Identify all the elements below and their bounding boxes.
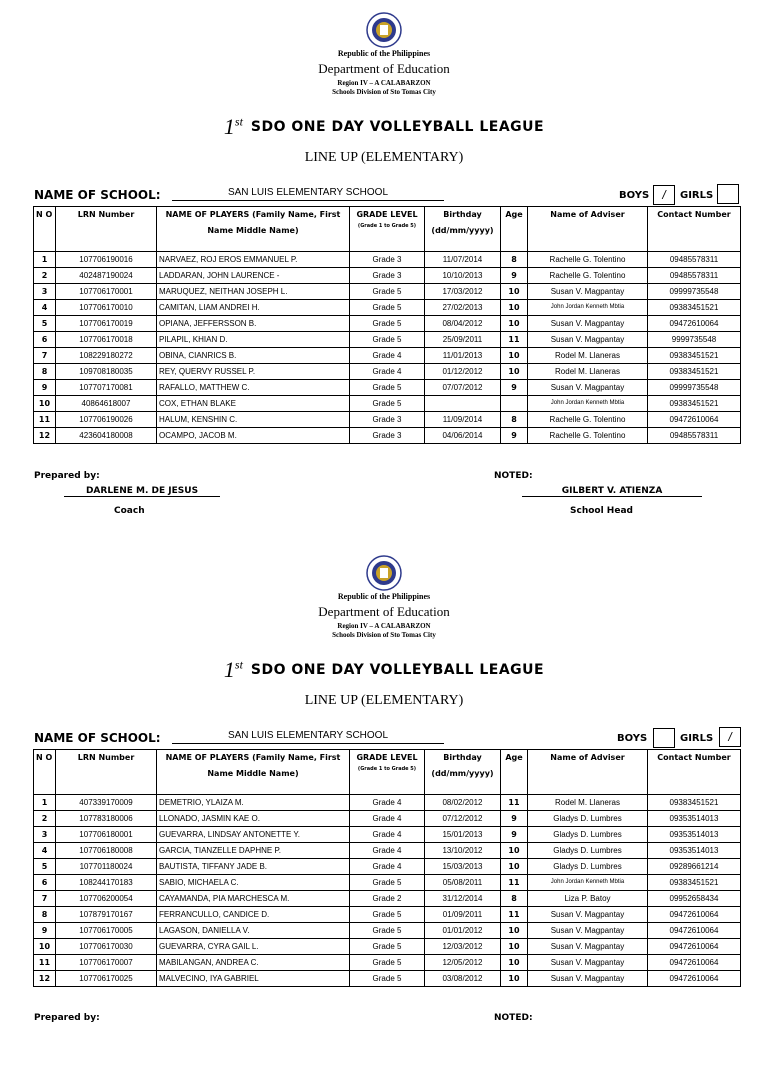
table-cell: 5 [34,316,56,332]
division-line: Schools Division of Sto Tomas City [332,631,436,639]
table-cell: MARUQUEZ, NEITHAN JOSEPH L. [157,284,350,300]
table-cell: Grade 4 [350,348,425,364]
table-cell: FERRANCULLO, CANDICE D. [157,907,350,923]
table-cell: 10 [501,923,528,939]
table-cell: 07/07/2012 [425,380,501,396]
table-cell: Susan V. Magpantay [528,923,648,939]
table-cell: 09472610064 [648,939,741,955]
table-cell: 107706170007 [56,955,157,971]
table-cell: 09383451521 [648,300,741,316]
table-cell: 10 [501,859,528,875]
table-cell: 09485578311 [648,252,741,268]
table-cell: 17/03/2012 [425,284,501,300]
table-cell: Grade 5 [350,316,425,332]
table-cell: Grade 5 [350,923,425,939]
prepared-name: DARLENE M. DE JESUS [64,486,220,497]
table-cell: 9999735548 [648,332,741,348]
table-cell: 107879170167 [56,907,157,923]
table-cell: 423604180008 [56,428,157,444]
league-title: 1st SDO ONE DAY VOLLEYBALL LEAGUE [223,657,545,682]
table-cell: 31/12/2014 [425,891,501,907]
table-cell: 09383451521 [648,348,741,364]
table-cell: 3 [34,284,56,300]
table-cell: 01/01/2012 [425,923,501,939]
table-cell: 09353514013 [648,827,741,843]
table-cell: 13/10/2012 [425,843,501,859]
table-cell: 09999735548 [648,284,741,300]
table-cell: Gladys D. Lumbres [528,827,648,843]
table-cell: 107706200054 [56,891,157,907]
table-row [34,396,741,412]
table-row [34,875,741,891]
table-cell: 4 [34,843,56,859]
table-row [34,252,741,268]
table-cell: Susan V. Magpantay [528,955,648,971]
noted-label: NOTED: [494,1013,533,1023]
table-cell: 107706170001 [56,284,157,300]
table-cell: 09485578311 [648,428,741,444]
table-cell: 09383451521 [648,364,741,380]
table-row [34,859,741,875]
table-cell: 09472610064 [648,971,741,987]
table-row [34,380,741,396]
table-cell: Grade 5 [350,971,425,987]
deped-seal-icon [366,12,402,48]
table-cell: 12/03/2012 [425,939,501,955]
table-cell: SABIO, MICHAELA C. [157,875,350,891]
col-grade: GRADE LEVEL (Grade 1 to Grade 5) [350,750,425,795]
lineup-form-girls [0,543,768,1086]
noted-role: School Head [570,506,633,516]
table-row [34,332,741,348]
table-row [34,827,741,843]
table-cell: 12 [34,971,56,987]
table-cell: MABILANGAN, ANDREA C. [157,955,350,971]
table-cell: 7 [34,891,56,907]
col-birthday: Birthday (dd/mm/yyyy) [425,207,501,252]
table-cell: 09472610064 [648,923,741,939]
table-cell: 12 [34,428,56,444]
table-cell: 108229180272 [56,348,157,364]
col-players: NAME OF PLAYERS (Family Name, First Name Middle Name) [157,207,350,252]
prepared-role: Coach [114,506,145,516]
boys-checkbox: / [653,185,675,205]
table-cell: 11/07/2014 [425,252,501,268]
table-row [34,923,741,939]
school-label: NAME OF SCHOOL: [34,188,161,202]
table-cell: 09472610064 [648,955,741,971]
table-cell: 9 [501,428,528,444]
table-cell: John Jordan Kenneth Mbtia [528,396,648,412]
region-line: Region IV – A CALABARZON [337,622,431,630]
table-cell: GARCIA, TIANZELLE DAPHNE P. [157,843,350,859]
prepared-label: Prepared by: [34,471,100,481]
table-cell: Rodel M. Llaneras [528,364,648,380]
table-cell: Grade 4 [350,811,425,827]
table-cell [425,396,501,412]
table-cell: 10 [34,396,56,412]
department-line: Department of Education [318,61,450,76]
table-cell: 107706180001 [56,827,157,843]
table-row [34,428,741,444]
table-row [34,268,741,284]
table-row [34,907,741,923]
table-cell: GUEVARRA, LINDSAY ANTONETTE Y. [157,827,350,843]
table-cell: 9 [34,923,56,939]
table-cell: 107706170025 [56,971,157,987]
table-cell: 402487190024 [56,268,157,284]
table-cell: 107706170030 [56,939,157,955]
table-cell: Grade 5 [350,939,425,955]
table-cell: Susan V. Magpantay [528,971,648,987]
table-cell: Susan V. Magpantay [528,380,648,396]
boys-label: BOYS [619,190,650,201]
table-cell: 01/09/2011 [425,907,501,923]
boys-checkbox [653,728,675,748]
table-row [34,412,741,428]
table-cell: 09485578311 [648,268,741,284]
table-cell: OCAMPO, JACOB M. [157,428,350,444]
table-cell: 6 [34,332,56,348]
table-cell: Grade 5 [350,332,425,348]
table-cell: Susan V. Magpantay [528,907,648,923]
table-cell: LLONADO, JASMIN KAE O. [157,811,350,827]
table-cell: 11 [501,907,528,923]
table-cell: 107706170010 [56,300,157,316]
table-cell: 25/09/2011 [425,332,501,348]
table-row [34,955,741,971]
table-cell: 09999735548 [648,380,741,396]
table-cell: 107706190026 [56,412,157,428]
girls-label: GIRLS [680,733,714,744]
col-adviser: Name of Adviser [528,207,648,252]
table-cell: 10/10/2013 [425,268,501,284]
table-cell: Gladys D. Lumbres [528,843,648,859]
table-cell: BAUTISTA, TIFFANY JADE B. [157,859,350,875]
lineup-subtitle: LINE UP (ELEMENTARY) [304,693,464,708]
table-cell: 15/01/2013 [425,827,501,843]
table-cell: 2 [34,268,56,284]
table-cell: Rachelle G. Tolentino [528,252,648,268]
table-cell: Susan V. Magpantay [528,284,648,300]
table-cell: Susan V. Magpantay [528,939,648,955]
table-cell: 107701180024 [56,859,157,875]
lineup-subtitle: LINE UP (ELEMENTARY) [304,150,464,165]
table-cell: 08/02/2012 [425,795,501,811]
table-cell: 11/01/2013 [425,348,501,364]
table-cell: 11 [501,795,528,811]
table-cell: 07/12/2012 [425,811,501,827]
table-cell: 12/05/2012 [425,955,501,971]
table-cell: Grade 3 [350,252,425,268]
col-contact: Contact Number [648,207,741,252]
col-grade: GRADE LEVEL (Grade 1 to Grade 5) [350,207,425,252]
table-row [34,843,741,859]
table-cell: 40864618007 [56,396,157,412]
table-cell: GUEVARRA, CYRA GAIL L. [157,939,350,955]
table-row [34,316,741,332]
col-lrn: LRN Number [56,207,157,252]
col-lrn: LRN Number [56,750,157,795]
table-cell: 11/09/2014 [425,412,501,428]
table-cell: 3 [34,827,56,843]
table-cell: LADDARAN, JOHN LAURENCE - [157,268,350,284]
table-cell: Grade 4 [350,795,425,811]
col-no: N O [34,207,56,252]
table-cell: 10 [501,348,528,364]
table-row [34,939,741,955]
table-cell: 407339170009 [56,795,157,811]
table-cell: 8 [501,891,528,907]
table-cell: 107783180006 [56,811,157,827]
table-cell: 107706170019 [56,316,157,332]
table-cell: Rachelle G. Tolentino [528,412,648,428]
table-cell: 09353514013 [648,811,741,827]
col-age: Age [501,750,528,795]
table-cell: 8 [34,907,56,923]
school-label: NAME OF SCHOOL: [34,731,161,745]
table-cell: Liza P. Batoy [528,891,648,907]
table-cell: 04/06/2014 [425,428,501,444]
table-cell: LAGASON, DANIELLA V. [157,923,350,939]
table-cell: 107706190016 [56,252,157,268]
school-name-field: SAN LUIS ELEMENTARY SCHOOL [172,187,444,201]
table-cell: Grade 5 [350,300,425,316]
table-cell: 08/04/2012 [425,316,501,332]
table-cell: Grade 5 [350,955,425,971]
table-cell: MALVECINO, IYA GABRIEL [157,971,350,987]
table-cell: 11 [34,412,56,428]
table-cell: 9 [501,827,528,843]
roster-table [33,206,741,444]
table-cell: Grade 3 [350,412,425,428]
table-cell: 09353514013 [648,843,741,859]
table-cell: John Jordan Kenneth Mbtia [528,300,648,316]
table-row [34,364,741,380]
table-cell: PILAPIL, KHIAN D. [157,332,350,348]
table-cell: REY, QUERVY RUSSEL P. [157,364,350,380]
table-row [34,811,741,827]
table-cell: 09289661214 [648,859,741,875]
table-cell: 4 [34,300,56,316]
table-cell: 8 [501,252,528,268]
table-cell [501,396,528,412]
table-cell: Grade 5 [350,907,425,923]
table-cell: 6 [34,875,56,891]
table-cell: 10 [501,843,528,859]
table-cell: 8 [501,412,528,428]
table-cell: 11 [501,875,528,891]
table-cell: 09952658434 [648,891,741,907]
table-cell: 107706170005 [56,923,157,939]
table-cell: Grade 5 [350,875,425,891]
table-cell: 109708180035 [56,364,157,380]
girls-checkbox: / [719,727,741,747]
table-cell: 2 [34,811,56,827]
region-line: Region IV – A CALABARZON [337,79,431,87]
republic-line: Republic of the Philippines [337,592,431,601]
table-cell: RAFALLO, MATTHEW C. [157,380,350,396]
table-cell: Rachelle G. Tolentino [528,268,648,284]
table-header-row [34,750,741,795]
table-cell: Grade 3 [350,428,425,444]
table-cell: 27/02/2013 [425,300,501,316]
table-cell: Susan V. Magpantay [528,332,648,348]
table-cell: 5 [34,859,56,875]
table-header-row [34,207,741,252]
table-cell: 107706180008 [56,843,157,859]
table-cell: 7 [34,348,56,364]
division-line: Schools Division of Sto Tomas City [332,88,436,96]
noted-name: GILBERT V. ATIENZA [522,486,702,497]
table-cell: 1 [34,795,56,811]
school-name-field: SAN LUIS ELEMENTARY SCHOOL [172,730,444,744]
table-cell: Rachelle G. Tolentino [528,428,648,444]
table-cell: 8 [34,364,56,380]
table-row [34,300,741,316]
boys-label: BOYS [617,733,648,744]
girls-label: GIRLS [680,190,714,201]
prepared-label: Prepared by: [34,1013,100,1023]
table-row [34,348,741,364]
table-cell: 10 [501,971,528,987]
table-cell: Grade 4 [350,364,425,380]
table-cell: CAYAMANDA, PIA MARCHESCA M. [157,891,350,907]
roster-table [33,749,741,987]
table-cell: 01/12/2012 [425,364,501,380]
table-row [34,284,741,300]
table-cell: 108244170183 [56,875,157,891]
table-cell: Grade 4 [350,843,425,859]
table-cell: 9 [501,380,528,396]
table-cell: 107707170081 [56,380,157,396]
table-cell: 10 [501,316,528,332]
girls-checkbox [717,184,739,204]
table-cell: 09472610064 [648,412,741,428]
table-cell: John Jordan Kenneth Mbtia [528,875,648,891]
table-cell: 10 [501,939,528,955]
table-cell: 10 [501,364,528,380]
table-cell: 03/08/2012 [425,971,501,987]
table-cell: Gladys D. Lumbres [528,859,648,875]
table-cell: 10 [501,955,528,971]
deped-seal-icon [366,555,402,591]
table-cell: 9 [34,380,56,396]
table-cell: OPIANA, JEFFERSSON B. [157,316,350,332]
col-players: NAME OF PLAYERS (Family Name, First Name Middle Name) [157,750,350,795]
table-cell: 9 [501,268,528,284]
table-cell: Grade 3 [350,268,425,284]
table-cell: Grade 4 [350,827,425,843]
table-cell: CAMITAN, LIAM ANDREI H. [157,300,350,316]
col-birthday: Birthday (dd/mm/yyyy) [425,750,501,795]
table-cell: HALUM, KENSHIN C. [157,412,350,428]
table-cell: 09472610064 [648,316,741,332]
table-cell: 1 [34,252,56,268]
table-cell: 107706170018 [56,332,157,348]
table-cell: 05/08/2011 [425,875,501,891]
department-line: Department of Education [318,604,450,619]
table-cell: 9 [501,811,528,827]
col-age: Age [501,207,528,252]
col-contact: Contact Number [648,750,741,795]
table-cell: Grade 5 [350,380,425,396]
table-row [34,891,741,907]
table-cell: COX, ETHAN BLAKE [157,396,350,412]
col-adviser: Name of Adviser [528,750,648,795]
table-cell: 15/03/2013 [425,859,501,875]
table-cell: Grade 2 [350,891,425,907]
table-cell: 10 [34,939,56,955]
table-cell: OBINA, CIANRICS B. [157,348,350,364]
col-no: N O [34,750,56,795]
table-cell: 09383451521 [648,875,741,891]
table-cell: Grade 4 [350,859,425,875]
table-cell: Rodel M. Llaneras [528,348,648,364]
table-cell: 10 [501,284,528,300]
table-cell: Susan V. Magpantay [528,316,648,332]
table-row [34,971,741,987]
table-cell: Gladys D. Lumbres [528,811,648,827]
table-cell: 09383451521 [648,396,741,412]
table-cell: 09472610064 [648,907,741,923]
table-cell: 11 [34,955,56,971]
table-cell: 10 [501,300,528,316]
table-cell: DEMETRIO, YLAIZA M. [157,795,350,811]
noted-label: NOTED: [494,471,533,481]
table-cell: Grade 5 [350,396,425,412]
table-cell: 11 [501,332,528,348]
table-row [34,795,741,811]
table-cell: NARVAEZ, ROJ EROS EMMANUEL P. [157,252,350,268]
table-cell: Grade 5 [350,284,425,300]
republic-line: Republic of the Philippines [337,49,431,58]
table-cell: Rodel M. Llaneras [528,795,648,811]
league-title: 1st SDO ONE DAY VOLLEYBALL LEAGUE [223,114,545,139]
table-cell: 09383451521 [648,795,741,811]
